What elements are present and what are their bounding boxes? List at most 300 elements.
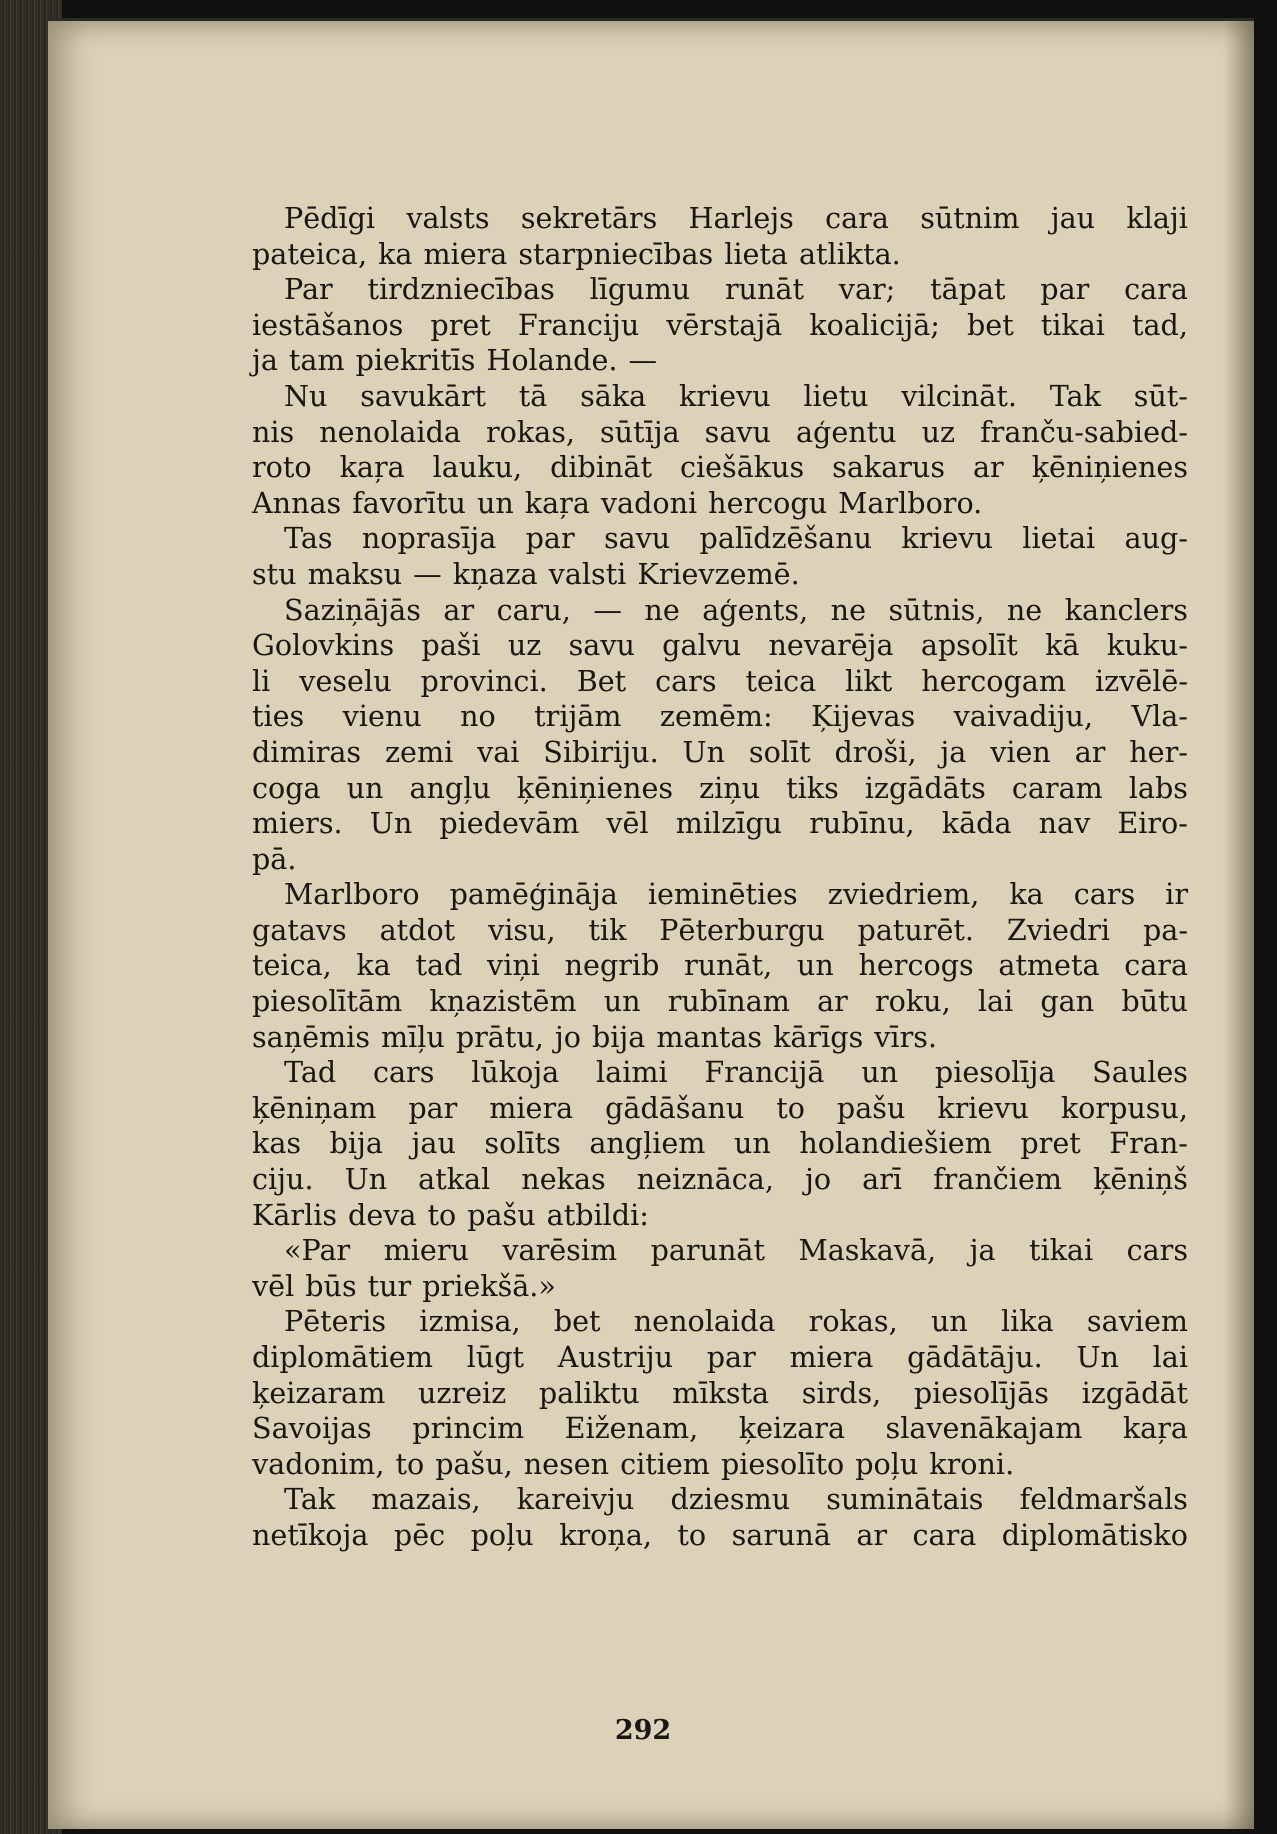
text-line xyxy=(252,1198,1188,1234)
word: Un xyxy=(369,806,413,841)
word: ka xyxy=(356,948,391,983)
word: lietai xyxy=(1022,521,1096,556)
word: jau xyxy=(1050,201,1096,235)
text-line xyxy=(252,1055,1188,1091)
word: tad xyxy=(415,948,463,983)
word: netīkoja xyxy=(252,1517,369,1552)
word: ka xyxy=(1009,877,1044,912)
word: cara xyxy=(1124,948,1188,983)
word: vēl xyxy=(252,1268,295,1303)
word: lietu xyxy=(803,378,869,413)
word: cars xyxy=(373,1055,435,1090)
word: pašu, xyxy=(435,1446,513,1481)
word: diplomātiem xyxy=(252,1340,433,1374)
word: neiznāca, xyxy=(636,1162,774,1197)
word: kņaza xyxy=(452,556,538,591)
word: Tas xyxy=(284,521,333,556)
text-line xyxy=(252,1126,1188,1162)
word: par xyxy=(408,1090,458,1125)
word: Annas xyxy=(252,485,342,520)
word: Pēteris xyxy=(284,1304,387,1339)
word: Saules xyxy=(1092,1055,1188,1090)
text-line xyxy=(252,1340,1188,1376)
word: valsti xyxy=(548,556,627,591)
word: tirdzniecības xyxy=(367,272,555,307)
word: ķēniņienes xyxy=(516,770,674,805)
word: to xyxy=(395,1446,425,1481)
word: Krievzemē. xyxy=(637,556,800,591)
word: jo xyxy=(804,1162,832,1197)
word: izmisa, xyxy=(419,1304,521,1339)
word: citiem xyxy=(620,1446,710,1481)
word: Nu xyxy=(284,378,328,413)
word: poļu xyxy=(855,1446,919,1481)
word: sakarus xyxy=(832,450,945,485)
word: atbildi: xyxy=(546,1197,649,1232)
word: vien xyxy=(990,734,1051,769)
word: vilcināt. xyxy=(901,378,1017,413)
word: gatavs xyxy=(252,912,347,947)
word: mazais, xyxy=(371,1482,481,1517)
word: vēl xyxy=(606,806,649,841)
word: dziesmu xyxy=(670,1482,791,1517)
word: mieru xyxy=(383,1233,469,1268)
word: paturēt. xyxy=(857,912,974,947)
text-line xyxy=(252,664,1188,700)
word: mantas xyxy=(656,1019,763,1054)
text-line xyxy=(252,1020,1188,1056)
word: Eiro- xyxy=(1117,806,1188,841)
word: viņi xyxy=(487,948,540,983)
word: poļu xyxy=(470,1517,534,1552)
text-line xyxy=(252,1518,1188,1554)
word: krievu xyxy=(678,378,771,413)
word: Tad xyxy=(284,1055,337,1090)
word: holandiešiem xyxy=(799,1126,992,1161)
word: deva xyxy=(348,1197,417,1232)
word: kareivju xyxy=(516,1482,635,1517)
word: piedevām xyxy=(439,806,580,841)
word: stu xyxy=(252,556,297,591)
word: pā. xyxy=(252,841,297,876)
word: coga xyxy=(252,770,321,805)
text-line xyxy=(252,735,1188,771)
word: pašu xyxy=(467,1197,536,1232)
word: ja xyxy=(252,343,278,378)
word: ķēniņam xyxy=(252,1090,377,1125)
word: nesen xyxy=(523,1446,610,1481)
word: Savoijas xyxy=(252,1411,372,1446)
word: kāda xyxy=(941,806,1012,841)
word: — xyxy=(628,343,658,378)
word: Vla- xyxy=(1131,699,1188,734)
word: Harlejs xyxy=(688,201,794,235)
word: ķeizaram xyxy=(252,1375,386,1410)
word: vērstajā xyxy=(666,307,783,342)
word: koalicijā; xyxy=(809,307,940,342)
word: roku, xyxy=(874,984,951,1019)
word: Holande. xyxy=(486,343,618,378)
word: aģentu xyxy=(795,414,897,449)
word: miera xyxy=(789,1340,874,1374)
word: pašu xyxy=(836,1090,906,1125)
word: nekas xyxy=(521,1162,606,1197)
word: un xyxy=(603,984,641,1019)
text-line xyxy=(252,343,1188,379)
text-line xyxy=(252,1162,1188,1198)
word: vadonim, xyxy=(252,1446,385,1481)
word: Zviedri xyxy=(1006,912,1111,947)
word: teica xyxy=(745,663,817,698)
text-line xyxy=(252,415,1188,451)
word: vaivadiju, xyxy=(953,699,1094,734)
word: angļiem xyxy=(589,1126,706,1161)
word: Par xyxy=(284,272,333,307)
word: mīļu xyxy=(381,1019,445,1054)
word: Austriju xyxy=(557,1340,674,1374)
word: pamēģināja xyxy=(449,877,618,912)
word: saviem xyxy=(1086,1304,1188,1339)
word: sūtnis, xyxy=(888,592,985,627)
word: no xyxy=(460,699,496,734)
word: sarunā xyxy=(731,1517,831,1552)
word: provinci. xyxy=(420,663,548,698)
word: piesolījās xyxy=(913,1375,1049,1410)
word: hercogu xyxy=(708,485,828,520)
word: vienu xyxy=(342,699,422,734)
word: uz xyxy=(507,628,542,663)
word: Bet xyxy=(576,663,627,698)
word: miera xyxy=(489,1090,574,1125)
word: Un xyxy=(344,1162,388,1197)
word: to xyxy=(677,1517,707,1552)
word: varēsim xyxy=(502,1233,618,1268)
word: pret xyxy=(1020,1126,1081,1161)
word: kņazistēm xyxy=(429,984,577,1019)
word: franču-sabied- xyxy=(980,414,1188,449)
word: parunāt xyxy=(650,1233,765,1268)
word: ar xyxy=(856,1517,888,1552)
word: «Par xyxy=(284,1233,351,1268)
word: par xyxy=(1040,272,1090,307)
word: nenolaida xyxy=(633,1304,776,1339)
text-line xyxy=(252,1482,1188,1518)
word: teica, xyxy=(252,948,332,983)
word: piekritīs xyxy=(355,343,476,378)
word: her- xyxy=(1129,734,1188,769)
word: līgumu xyxy=(589,272,691,307)
word: būtu xyxy=(1121,984,1188,1019)
word: izvēlē- xyxy=(1094,663,1188,698)
word: to xyxy=(427,1197,457,1232)
word: mīksta xyxy=(672,1375,770,1410)
word: droši, xyxy=(834,734,917,769)
word: lika xyxy=(1001,1304,1054,1339)
text-line xyxy=(252,948,1188,984)
word: starpniecības xyxy=(518,236,714,271)
page-shadow xyxy=(1224,21,1254,1829)
word: un xyxy=(796,948,834,983)
text-line xyxy=(252,557,1188,593)
word: ja xyxy=(969,1233,996,1268)
word: lūgt xyxy=(466,1340,525,1374)
word: savukārt xyxy=(360,378,487,413)
word: ar xyxy=(443,592,475,627)
word: arī xyxy=(862,1162,903,1197)
word: Un xyxy=(1076,1340,1119,1374)
word: atmeta xyxy=(998,948,1100,983)
word: un xyxy=(476,485,514,520)
word: kas xyxy=(252,1126,302,1161)
text-line xyxy=(252,1304,1188,1340)
word: ciešākus xyxy=(679,450,805,485)
word: Marlboro xyxy=(284,877,420,912)
word: pa- xyxy=(1142,912,1188,947)
word: miera xyxy=(423,236,508,271)
word: rokas, xyxy=(808,1304,898,1339)
word: likt xyxy=(845,663,893,698)
word: gādātāju. xyxy=(907,1340,1043,1374)
word: piesolīto xyxy=(720,1446,845,1481)
word: piesolītām xyxy=(252,984,403,1019)
word: kaŗa xyxy=(339,450,405,485)
word: frančiem xyxy=(933,1162,1062,1197)
text-line xyxy=(252,379,1188,415)
word: izgādāts xyxy=(864,770,986,805)
word: priekšā.» xyxy=(422,1268,556,1303)
word: sāka xyxy=(580,378,647,413)
word: Pēdīgi xyxy=(284,201,376,235)
word: tur xyxy=(367,1268,412,1303)
word: palīdzēšanu xyxy=(699,521,873,556)
word: laimi xyxy=(596,1055,668,1090)
word: angļu xyxy=(409,770,491,805)
word: atlikta. xyxy=(798,236,901,271)
word: lūkoja xyxy=(471,1055,560,1090)
word: kaŗa xyxy=(1122,1411,1188,1446)
word: lai xyxy=(977,984,1014,1019)
word: lauku, xyxy=(432,450,523,485)
word: ne xyxy=(1006,592,1043,627)
word: sirds, xyxy=(801,1375,882,1410)
word: kārīgs xyxy=(773,1019,864,1054)
word: Tak xyxy=(284,1482,336,1517)
word: veselu xyxy=(299,663,392,698)
word: tāpat xyxy=(930,272,1006,307)
word: un xyxy=(346,770,384,805)
word: nevarēja xyxy=(768,628,894,663)
text-line xyxy=(252,913,1188,949)
word: kuku- xyxy=(1106,628,1188,663)
word: runāt xyxy=(724,272,804,307)
page-number xyxy=(48,1715,1254,1746)
body-text xyxy=(252,201,1188,1554)
word: uzreiz xyxy=(417,1375,507,1410)
word: rubīnu, xyxy=(809,806,915,841)
word: runāt, xyxy=(684,948,773,983)
word: gādāšanu xyxy=(605,1090,745,1125)
word: paliktu xyxy=(538,1375,640,1410)
word: Golovkins xyxy=(252,628,395,663)
word: pateica, xyxy=(252,236,368,271)
word: ka xyxy=(378,236,413,271)
word: izgādāt xyxy=(1081,1375,1188,1410)
text-line xyxy=(252,699,1188,735)
word: atdot xyxy=(379,912,456,947)
word: lai xyxy=(1152,1340,1188,1374)
word: ciju. xyxy=(252,1162,314,1197)
word: vai xyxy=(477,734,520,769)
word: kroņa, xyxy=(559,1517,652,1552)
word: iestāšanos xyxy=(252,307,404,342)
word: noprasīja xyxy=(361,521,497,556)
word: ķēniņš xyxy=(1093,1162,1188,1197)
word: tik xyxy=(588,912,627,947)
word: ar xyxy=(817,984,848,1019)
word: kā xyxy=(1045,628,1080,663)
word: paši xyxy=(421,628,481,663)
word: maksu xyxy=(307,556,403,591)
word: nav xyxy=(1038,806,1091,841)
word: cara xyxy=(1124,272,1188,307)
word: apsolīt xyxy=(920,628,1018,663)
word: prātu, xyxy=(455,1019,544,1054)
word: suminātais xyxy=(826,1482,984,1517)
word: nenolaida xyxy=(319,414,461,449)
word: savu xyxy=(704,414,771,449)
word: korpusu, xyxy=(1060,1090,1188,1125)
word: ar xyxy=(972,450,1004,485)
word: hercogs xyxy=(858,948,974,983)
word: krievu xyxy=(901,521,993,556)
text-line xyxy=(252,771,1188,807)
word: vīrs. xyxy=(874,1019,938,1054)
word: pēc xyxy=(393,1517,446,1552)
text-line xyxy=(252,984,1188,1020)
word: cars xyxy=(1126,1233,1188,1268)
word: solīts xyxy=(484,1126,561,1161)
word: cars xyxy=(1073,877,1136,912)
word: ja xyxy=(940,734,967,769)
word: Eiženam, xyxy=(564,1411,699,1446)
word: ieminēties xyxy=(647,877,798,912)
word: ķēniņienes xyxy=(1031,450,1188,485)
word: cars xyxy=(655,663,717,698)
word: rokas, xyxy=(485,414,575,449)
page-number-value: 292 xyxy=(614,1715,672,1746)
word: milzīgu xyxy=(675,806,783,841)
word: — xyxy=(413,556,442,591)
word: kaŗa xyxy=(524,485,590,520)
text-line xyxy=(252,1233,1188,1269)
word: ir xyxy=(1165,877,1188,912)
word: jo xyxy=(554,1019,581,1054)
word: tā xyxy=(518,378,548,413)
word: visu, xyxy=(488,912,556,947)
word: sūtnim xyxy=(920,201,1020,235)
word: miers. xyxy=(252,806,343,841)
word: klaji xyxy=(1126,201,1188,235)
word: Ķijevas xyxy=(811,699,916,734)
word: cara xyxy=(912,1517,977,1552)
word: ne xyxy=(644,592,680,627)
word: feldmaršals xyxy=(1019,1482,1188,1517)
text-line xyxy=(252,450,1188,486)
word: solīt xyxy=(748,734,811,769)
word: hercogam xyxy=(921,663,1066,698)
text-line xyxy=(252,237,1188,273)
word: uz xyxy=(921,414,956,449)
word: Un xyxy=(682,734,726,769)
word: un xyxy=(733,1126,771,1161)
text-line xyxy=(252,1091,1188,1127)
word: ar xyxy=(1074,734,1106,769)
word: aug- xyxy=(1124,521,1188,556)
word: zemēm: xyxy=(659,699,773,734)
word: caram xyxy=(1011,770,1103,805)
word: nis xyxy=(252,414,295,449)
word: zviedriem, xyxy=(827,877,980,912)
word: kanclers xyxy=(1064,592,1188,627)
word: piesolīja xyxy=(934,1055,1056,1090)
word: sūt- xyxy=(1133,378,1188,413)
word: li xyxy=(252,663,271,698)
word: tiks xyxy=(786,770,839,805)
word: par xyxy=(706,1340,756,1374)
word: to xyxy=(776,1090,805,1125)
word: pret xyxy=(430,307,491,342)
text-line xyxy=(252,1269,1188,1305)
word: bija xyxy=(591,1019,646,1054)
word: Francijā xyxy=(704,1055,825,1090)
text-line xyxy=(252,201,1188,237)
word: dimiras xyxy=(252,734,362,769)
book-page xyxy=(48,18,1254,1829)
word: jau xyxy=(411,1126,456,1161)
word: — xyxy=(593,592,622,627)
word: bet xyxy=(966,307,1014,342)
word: var; xyxy=(838,272,896,307)
text-line xyxy=(252,806,1188,842)
word: saņēmis xyxy=(252,1019,370,1054)
text-line xyxy=(252,593,1188,629)
word: favorītu xyxy=(352,485,466,520)
word: par xyxy=(525,521,575,556)
word: Marlboro. xyxy=(838,485,983,520)
word: diplomātisko xyxy=(1001,1517,1188,1552)
word: vadoni xyxy=(600,485,698,520)
word: bija xyxy=(329,1126,383,1161)
word: bet xyxy=(553,1304,601,1339)
word: roto xyxy=(252,450,312,485)
word: tad, xyxy=(1132,307,1188,342)
word: Saziņājās xyxy=(284,592,421,627)
word: Pēterburgu xyxy=(659,912,825,947)
word: slavenākajam xyxy=(885,1411,1083,1446)
word: princim xyxy=(412,1411,525,1446)
word: ties xyxy=(252,699,305,734)
word: zemi xyxy=(384,734,454,769)
word: savu xyxy=(603,521,671,556)
text-line xyxy=(252,877,1188,913)
word: cara xyxy=(825,201,889,235)
word: Maskavā, xyxy=(798,1233,937,1268)
word: ziņu xyxy=(699,770,761,805)
word: galvu xyxy=(662,628,742,663)
word: ķeizara xyxy=(738,1411,846,1446)
word: caru, xyxy=(496,592,571,627)
word: dibināt xyxy=(550,450,652,485)
